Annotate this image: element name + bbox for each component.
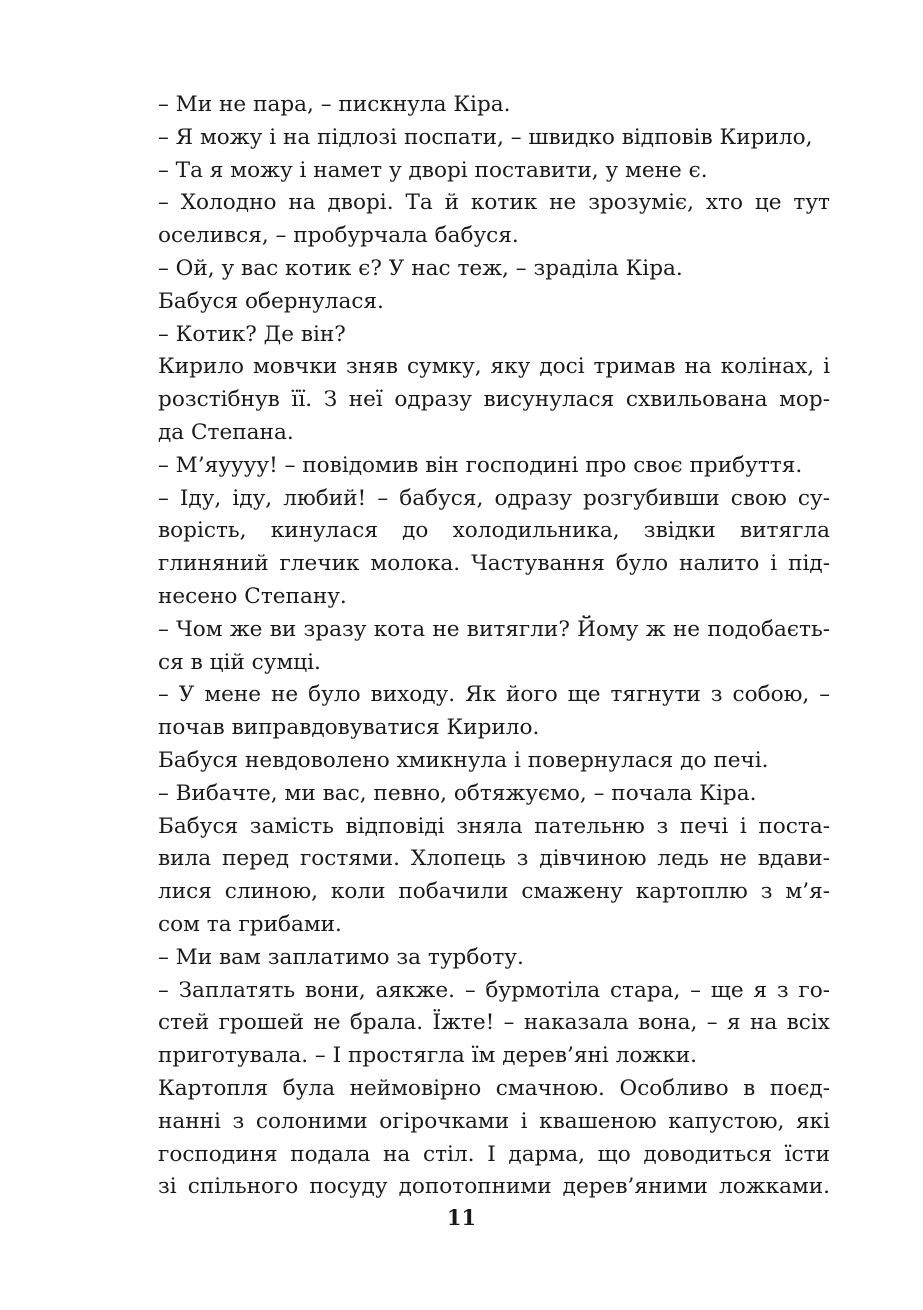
text-line: господиня подала на стіл. І дарма, що доводиться їсти	[158, 1141, 830, 1167]
text-line: лися слиною, коли побачили смажену картоплю з м’я-	[158, 879, 830, 905]
text-line: – У мене не було виходу. Як його ще тягнути з собою, –	[158, 682, 830, 708]
text-line: – Котик? Де він?	[158, 321, 346, 347]
text-line: зі спільного посуду допотопними дерев’яними ложками.	[158, 1174, 830, 1200]
text-line: – Та я можу і намет у дворі поставити, у мене є.	[158, 157, 708, 183]
text-line: розстібнув її. З неї одразу висунулася схвильована мор-	[158, 387, 830, 413]
text-line: – Я можу і на підлозі поспати, – швидко відповів Кирило,	[158, 124, 813, 150]
text-line: – Холодно на дворі. Та й котик не зрозуміє, хто це тут	[158, 190, 830, 216]
text-line: стей грошей не брала. Їжте! – наказала вона, – я на всіх	[158, 1010, 830, 1036]
text-line: ворість, кинулася до холодильника, звідки витягла	[158, 518, 830, 544]
text-line: оселився, – пробурчала бабуся.	[158, 223, 519, 249]
text-line: нанні з солоними огірочками і квашеною капустою, які	[158, 1108, 830, 1134]
text-line: – М’яуууу! – повідомив він господині про своє прибуття.	[158, 452, 803, 478]
text-line: приготувала. – І простягла їм дерев’яні ложки.	[158, 1043, 698, 1069]
text-line: Бабуся обернулася.	[158, 288, 384, 314]
text-line: глиняний глечик молока. Частування було налито і під-	[158, 551, 830, 577]
page-number: 11	[446, 1205, 477, 1230]
text-line: – Заплатять вони, аякже. – бурмотіла стара, – ще я з го-	[158, 977, 830, 1003]
text-line: Бабуся невдоволено хмикнула і повернулася до печі.	[158, 747, 769, 773]
text-line: вила перед гостями. Хлопець з дівчиною ледь не вдави-	[158, 846, 830, 872]
text-line: – Ой, у вас котик є? У нас теж, – зраділа Кіра.	[158, 255, 683, 281]
text-line: несено Степану.	[158, 583, 347, 609]
text-line: – Чом же ви зразу кота не витягли? Йому ж не подобаєть-	[158, 616, 830, 642]
text-line: ся в цій сумці.	[158, 649, 321, 675]
text-line: – Іду, іду, любий! – бабуся, одразу розгубивши свою су-	[158, 485, 830, 511]
text-line: – Ми вам заплатимо за турботу.	[158, 944, 524, 970]
text-line: – Ми не пара, – пискнула Кіра.	[158, 92, 511, 117]
text-line: Кирило мовчки зняв сумку, яку досі тримав на колінах, і	[158, 354, 830, 380]
text-line: Картопля була неймовірно смачною. Особливо в поєд-	[158, 1075, 830, 1101]
text-line: сом та грибами.	[158, 911, 342, 937]
body-text	[158, 89, 830, 1204]
text-line: да Степана.	[158, 419, 294, 445]
text-line: почав виправдовуватися Кирило.	[158, 715, 540, 741]
text-line: – Вибачте, ми вас, певно, обтяжуємо, – почала Кіра.	[158, 780, 757, 806]
text-line: Бабуся замість відповіді зняла пательню з печі і поста-	[158, 813, 830, 839]
